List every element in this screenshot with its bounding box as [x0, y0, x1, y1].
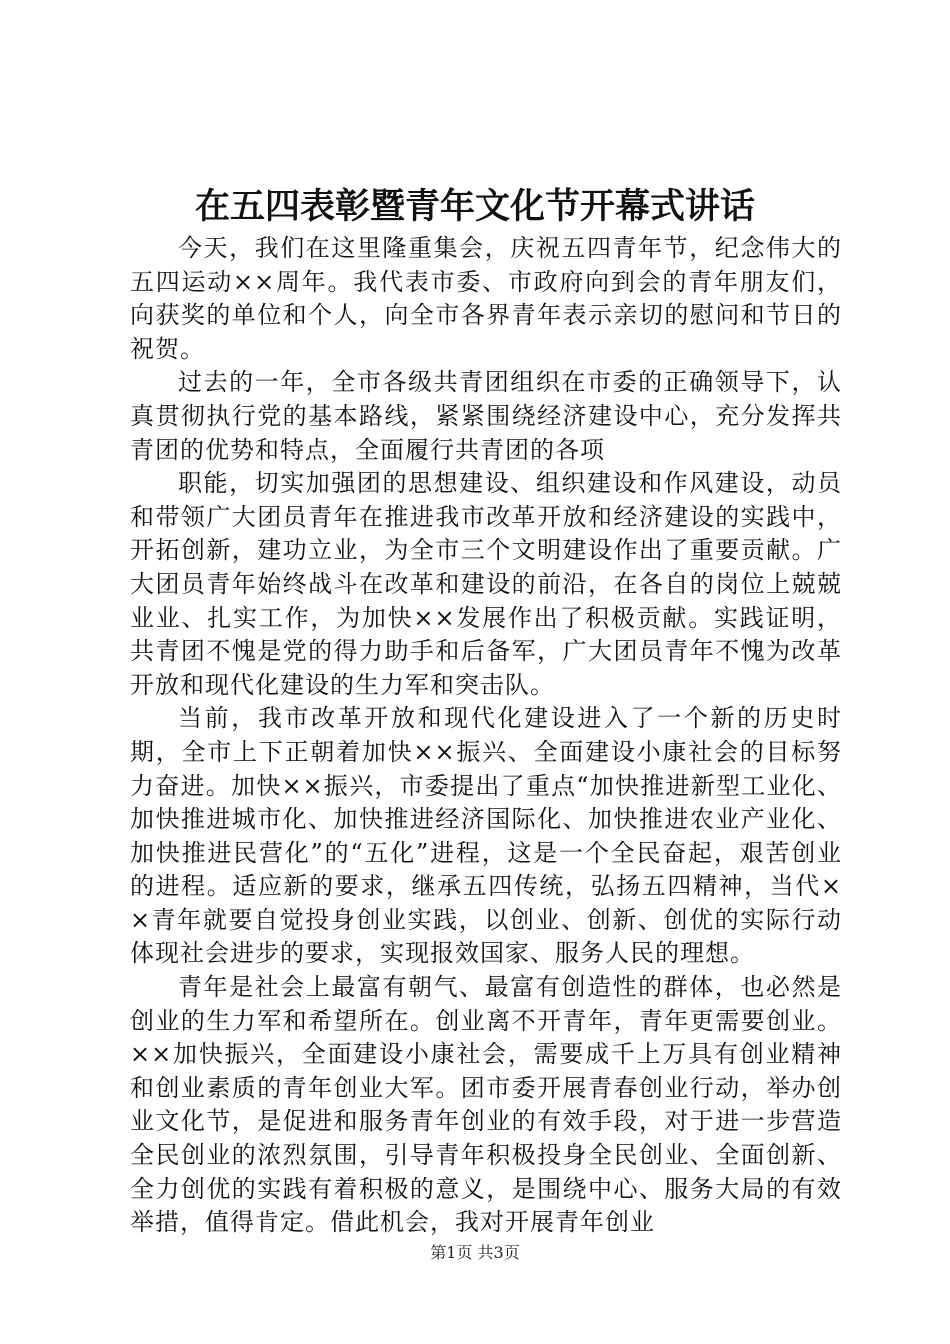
document-title: 在五四表彰暨青年文化节开幕式讲话: [194, 186, 755, 227]
paragraph: 过去的一年，全市各级共青团组织在市委的正确领导下，认真贯彻执行党的基本路线，紧紧围绕经济建设中心，充分发挥共青团的优势和特点，全面履行共青团的各项: [130, 368, 842, 464]
document-body: [130, 232, 842, 1240]
paragraph: 当前，我市改革开放和现代化建设进入了一个新的历史时期，全市上下正朝着加快××振兴、全面建设小康社会的目标努力奋进。加快××振兴，市委提出了重点“加快推进新型工业化、加快推进城市化、加快推进经济国际化、加快推进农业产业化、加快推进民营化”的“五化”进程，这是一个全民奋起，艰苦创业的进程。适应新的要求，继承五四传统，弘扬五四精神，当代××青年就要自觉投身创业实践，以创业、创新、创优的实际行动体现社会进步的要求，实现报效国家、服务人民的理想。: [130, 704, 842, 968]
paragraph: 青年是社会上最富有朝气、最富有创造性的群体，也必然是创业的生力军和希望所在。创业离不开青年，青年更需要创业。××加快振兴，全面建设小康社会，需要成千上万具有创业精神和创业素质的青年创业大军。团市委开展青春创业行动，举办创业文化节，是促进和服务青年创业的有效手段，对于进一步营造全民创业的浓烈氛围，引导青年积极投身全民创业、全面创新、全力创优的实践有着积极的意义，是围绕中心、服务大局的有效举措，值得肯定。借此机会，我对开展青年创业: [130, 973, 842, 1237]
paragraph: 职能，切实加强团的思想建设、组织建设和作风建设，动员和带领广大团员青年在推进我市改革开放和经济建设的实践中，开拓创新，建功立业，为全市三个文明建设作出了重要贡献。广大团员青年始终战斗在改革和建设的前沿，在各自的岗位上兢兢业业、扎实工作，为加快××发展作出了积极贡献。实践证明，共青团不愧是党的得力助手和后备军，广大团员青年不愧为改革开放和现代化建设的生力军和突击队。: [130, 469, 842, 699]
page-footer: 第1页 共3页: [430, 1243, 520, 1262]
paragraph: 今天，我们在这里隆重集会，庆祝五四青年节，纪念伟大的五四运动××周年。我代表市委、市政府向到会的青年朋友们，向获奖的单位和个人，向全市各界青年表示亲切的慰问和节日的祝贺。: [130, 234, 842, 363]
